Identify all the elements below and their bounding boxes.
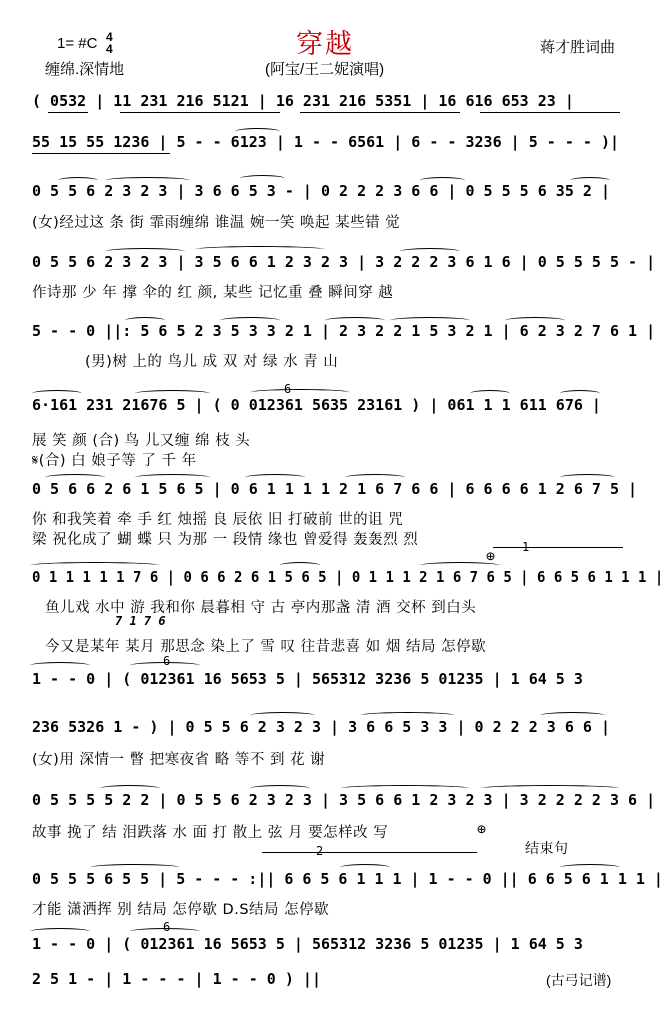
- beam-line: [48, 112, 88, 113]
- tie-arc: [235, 128, 280, 135]
- tie-arc: [240, 175, 285, 182]
- coda-sign: ⊕: [477, 820, 487, 838]
- tie-arc: [340, 785, 470, 792]
- singers: (阿宝/王二妮演唱): [265, 61, 385, 78]
- tie-arc: [130, 928, 200, 935]
- lyric-line: 𝄋(合) 白 娘子等 了 千 年: [32, 453, 197, 469]
- tie-arc: [420, 177, 465, 184]
- tie-arc: [135, 474, 210, 481]
- score-row: 5 - - 0 ||: 5 6 5 2 3 5 3 3 2 1 | 2 3 2 2 1 5 3 2 1 | 6 2 3 2 7 6 1 |: [32, 322, 656, 340]
- volta-bracket: [262, 852, 477, 853]
- score-row: 55 15 55 1236 | 5 - - 6123 | 1 - - 6561 | 6 - - 3236 | 5 - - - )|: [32, 133, 619, 151]
- score-row: 2 5 1 - | 1 - - - | 1 - - 0 ) ||: [32, 970, 321, 988]
- tie-arc: [505, 317, 565, 324]
- lyric-line: 梁 祝化成了 蝴 蝶 只 为那 一 段情 缘也 曾爱得 轰轰烈 烈: [32, 532, 419, 548]
- volta-number: 1: [522, 540, 530, 554]
- tie-arc: [340, 864, 390, 871]
- tie-arc: [30, 928, 90, 935]
- score-row: 1 - - 0 | ( 012361 16 5653 5 | 565312 3236 5 01235 | 1 64 5 3: [32, 935, 583, 953]
- tie-arc: [560, 390, 600, 397]
- score-row: 1 - - 0 | ( 012361 16 5653 5 | 565312 3236 5 01235 | 1 64 5 3: [32, 670, 583, 688]
- lyric-line: 作诗那 少 年 撑 伞的 红 颜, 某些 记忆重 叠 瞬间穿 越: [32, 285, 394, 301]
- tie-arc: [470, 390, 510, 397]
- tie-arc: [360, 712, 455, 719]
- song-title: 穿越: [296, 29, 354, 60]
- tie-arc: [345, 474, 405, 481]
- lyric-line: 故事 挽了 结 泪跌落 水 面 打 散上 弦 月 要怎样改 写: [32, 825, 389, 841]
- tie-arc: [135, 390, 210, 397]
- score-row: 0 5 6 6 2 6 1 5 6 5 | 0 6 1 1 1 1 2 1 6 7 6 6 | 6 6 6 6 1 2 6 7 5 |: [32, 480, 638, 498]
- lyric-line: 才能 潇洒挥 别 结局 怎停歇 D.S结局 怎停歇: [32, 902, 330, 918]
- tie-arc: [570, 177, 610, 184]
- volta-number: 2: [316, 844, 324, 858]
- tie-arc: [220, 317, 280, 324]
- tie-arc: [105, 177, 190, 184]
- lyric-line: (男)树 上的 鸟儿 成 双 对 绿 水 青 山: [85, 354, 339, 370]
- time-signature-bottom: 4: [106, 42, 113, 56]
- author: 蒋才胜词曲: [540, 39, 616, 56]
- tie-arc: [105, 248, 185, 255]
- tie-arc: [480, 785, 620, 792]
- tie-arc: [560, 474, 615, 481]
- score-row: 0 1 1 1 1 1 7 6 | 0 6 6 2 6 1 5 6 5 | 0 1 1 1 2 1 6 7 6 5 | 6 6 5 6 1 1 1 |: [32, 568, 664, 586]
- tie-arc: [280, 562, 320, 569]
- score-row: 0 5 5 5 5 2 2 | 0 5 5 6 2 3 2 3 | 3 5 6 6 1 2 3 2 3 | 3 2 2 2 2 3 6 |: [32, 791, 656, 809]
- score-row: 0 5 5 6 2 3 2 3 | 3 5 6 6 1 2 3 2 3 | 3 2 2 2 3 6 1 6 | 0 5 5 5 5 - |: [32, 253, 656, 271]
- tie-arc: [130, 662, 200, 669]
- mood-marking: 缠绵.深情地: [45, 61, 125, 78]
- tie-arc: [400, 248, 460, 255]
- tuplet-mark: 6: [284, 382, 292, 396]
- tie-arc: [30, 662, 90, 669]
- tuplet-mark: 6: [163, 654, 171, 668]
- tie-arc: [45, 474, 105, 481]
- tie-arc: [245, 474, 305, 481]
- time-signature-top: 4: [106, 30, 113, 44]
- tie-arc: [325, 317, 385, 324]
- lyric-line: 鱼儿戏 水中 游 我和你 晨暮相 守 古 亭内那盏 清 酒 交杯 到白头: [45, 600, 477, 616]
- tie-arc: [32, 390, 82, 397]
- tie-arc: [540, 712, 605, 719]
- lyric-line: 展 笑 颜 (合) 鸟 儿又缠 绵 枝 头: [32, 433, 251, 449]
- grace-notes: 7 1 7 6: [115, 614, 166, 628]
- tie-arc: [250, 785, 310, 792]
- score-row: 236 5326 1 - ) | 0 5 5 6 2 3 2 3 | 3 6 6 5 3 3 | 0 2 2 2 3 6 6 |: [32, 718, 610, 736]
- tie-arc: [390, 317, 470, 324]
- lyric-line: 今又是某年 某月 那思念 染上了 雪 叹 往昔悲喜 如 烟 结局 怎停歇: [45, 639, 487, 655]
- beam-line: [480, 112, 620, 113]
- coda-sign: ⊕: [486, 547, 496, 565]
- score-row: ( 0532 | 11 231 216 5121 | 16 231 216 5351 | 16 616 653 23 |: [32, 92, 574, 110]
- tie-arc: [90, 864, 180, 871]
- tie-arc: [420, 562, 500, 569]
- beam-line: [120, 112, 280, 113]
- score-row: 0 5 5 5 6 5 5 | 5 - - - :|| 6 6 5 6 1 1 1 | 1 - - 0 || 6 6 5 6 1 1 1 |: [32, 870, 663, 888]
- tie-arc: [100, 785, 160, 792]
- transcriber-credit: (古弓记谱): [546, 972, 612, 988]
- score-row: 6·161 231 21676 5 | ( 0 012361 5635 23161 ) | 061 1 1 611 676 |: [32, 396, 601, 414]
- beam-line: [300, 112, 460, 113]
- tie-arc: [250, 389, 350, 396]
- tie-arc: [30, 562, 160, 569]
- tie-arc: [195, 246, 325, 253]
- volta-bracket: [493, 547, 623, 548]
- tie-arc: [125, 317, 165, 324]
- tie-arc: [560, 864, 620, 871]
- ending-label: 结束句: [525, 841, 569, 857]
- lyric-line: 你 和我笑着 牵 手 红 烛摇 良 辰依 旧 打破前 世的诅 咒: [32, 512, 404, 528]
- tie-arc: [58, 177, 98, 184]
- tie-arc: [250, 712, 315, 719]
- beam-line: [32, 153, 170, 154]
- lyric-line: (女)用 深情一 瞥 把寒夜省 略 等不 到 花 谢: [32, 752, 326, 768]
- tuplet-mark: 6: [163, 920, 171, 934]
- key-signature: 1= #C: [57, 35, 98, 52]
- lyric-line: (女)经过这 条 街 霏雨缠绵 谁温 婉一笑 唤起 某些错 觉: [32, 215, 401, 231]
- score-row: 0 5 5 6 2 3 2 3 | 3 6 6 5 3 - | 0 2 2 2 3 6 6 | 0 5 5 5 6 35 2 |: [32, 182, 610, 200]
